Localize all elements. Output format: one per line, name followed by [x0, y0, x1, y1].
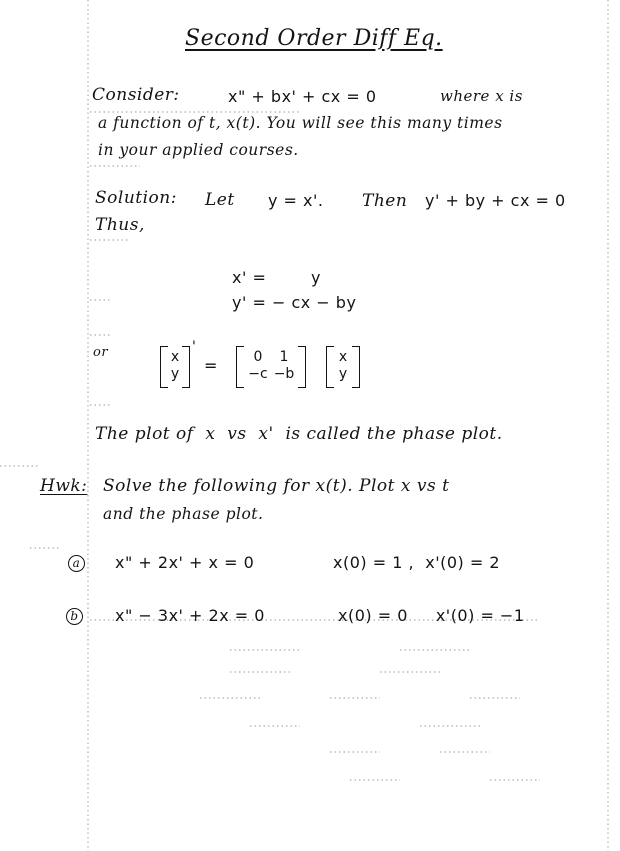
vector-entry: x	[338, 349, 348, 365]
derivative-prime: '	[192, 339, 197, 355]
problem-b-initial-conditions: x(0) = 0 x'(0) = −1	[338, 606, 525, 625]
problem-b	[66, 605, 85, 625]
matrix-entry: −c	[248, 366, 268, 382]
consider-line-2: a function of t, x(t). You will see this many times	[98, 114, 503, 132]
problem-marker-a: a	[68, 555, 85, 572]
then-text: Then	[362, 191, 408, 211]
thus-text: Thus,	[95, 215, 145, 235]
or-text: or	[93, 345, 109, 360]
homework-line-2: and the phase plot.	[103, 505, 264, 523]
bracket-right	[298, 346, 306, 388]
bracket-left	[236, 346, 244, 388]
where-text: where x is	[440, 87, 523, 105]
rhs-vector	[326, 346, 360, 386]
ode-equation: x" + bx' + cx = 0	[228, 87, 377, 106]
vector-entry: y	[338, 366, 348, 382]
homework-line-1: Solve the following for x(t). Plot x vs t	[103, 476, 450, 496]
homework-label: Hwk:	[40, 476, 88, 496]
derived-equation: y' + by + cx = 0	[425, 191, 566, 210]
problem-a	[68, 552, 87, 572]
lhs-vector	[160, 346, 190, 386]
vector-entry: x	[170, 349, 180, 365]
bracket-right	[352, 346, 360, 388]
bracket-right	[182, 346, 190, 388]
problem-a-initial-conditions: x(0) = 1 , x'(0) = 2	[333, 553, 501, 572]
problem-marker-b: b	[66, 608, 83, 625]
problem-a-equation: x" + 2x' + x = 0	[115, 553, 255, 572]
matrix-entry: −b	[273, 366, 295, 382]
phase-plot-note: The plot of x vs x' is called the phase plot.	[95, 424, 503, 444]
vector-entry: y	[170, 366, 180, 382]
consider-label: Consider:	[92, 85, 180, 105]
matrix-entry: 1	[279, 349, 289, 365]
bracket-left	[326, 346, 334, 388]
page-title: Second Order Diff Eq.	[185, 26, 443, 51]
system-equation-2: y' = − cx − by	[232, 293, 357, 312]
bracket-left	[160, 346, 168, 388]
matrix-equals: =	[204, 356, 218, 375]
solution-label: Solution:	[95, 188, 177, 208]
matrix-entry: 0	[253, 349, 263, 365]
substitution-equation: y = x'.	[268, 191, 324, 210]
consider-line-3: in your applied courses.	[98, 141, 299, 159]
let-text: Let	[205, 190, 235, 210]
system-equation-1: x' = y	[232, 268, 322, 287]
coefficient-matrix	[236, 346, 306, 386]
problem-b-equation: x" − 3x' + 2x = 0	[115, 606, 265, 625]
